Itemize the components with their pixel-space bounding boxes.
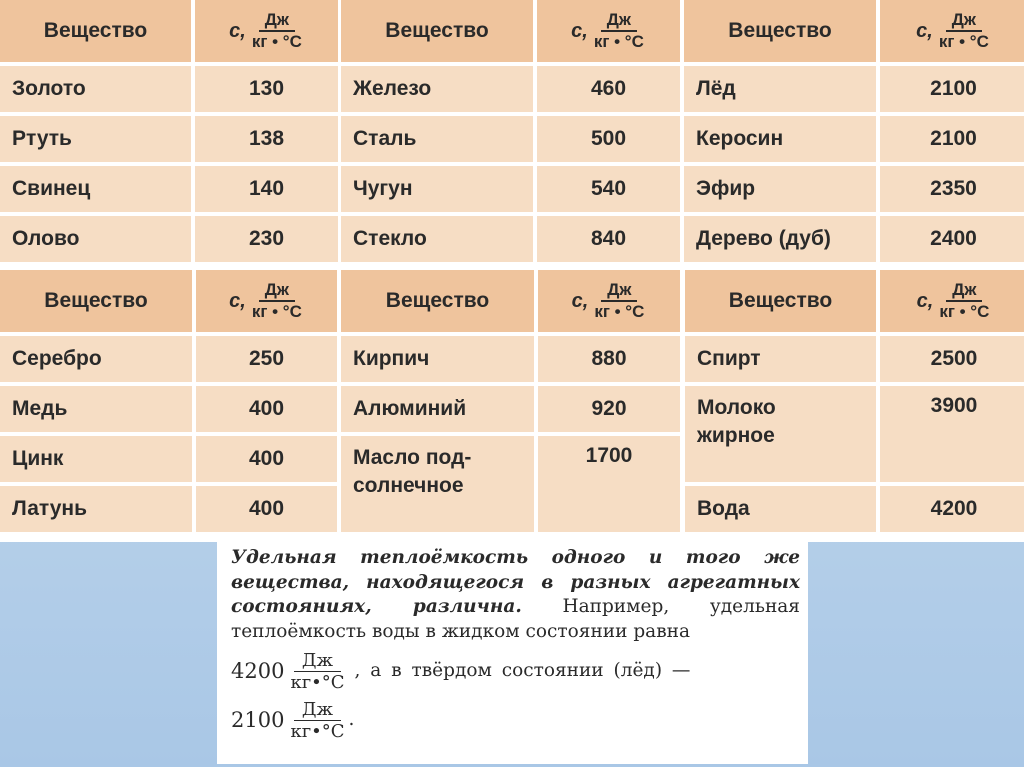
substance-name: Латунь (0, 486, 196, 532)
c-symbol: c, (916, 19, 933, 42)
heat-capacity-header (880, 270, 1024, 332)
substance-name: Масло под- солнечное (341, 436, 538, 532)
heat-capacity-header (196, 270, 337, 332)
substance-name: Лёд (684, 66, 880, 112)
heat-table-1 (0, 0, 338, 266)
table-row (0, 486, 337, 532)
table-row (684, 116, 1024, 162)
table-row (0, 436, 337, 482)
table-row (684, 166, 1024, 212)
unit-fraction (937, 10, 991, 52)
note-end-text: . (348, 709, 355, 731)
table-row (341, 166, 680, 212)
substance-name: Ртуть (0, 116, 195, 162)
heat-capacity-header (880, 0, 1024, 62)
table-header-row (684, 0, 1024, 62)
heat-capacity-value: 840 (537, 216, 680, 262)
heat-capacity-value: 400 (196, 386, 337, 432)
table-header-row (341, 0, 680, 62)
substance-name: Свинец (0, 166, 195, 212)
unit-numerator: Дж (946, 280, 982, 302)
heat-capacity-value: 3900 (880, 386, 1024, 482)
heat-capacity-value: 140 (195, 166, 338, 212)
heat-capacity-value: 2100 (880, 66, 1024, 112)
heat-capacity-value: 2100 (880, 116, 1024, 162)
table-row (0, 216, 338, 262)
table-header-row (0, 270, 337, 332)
heat-capacity-value: 540 (537, 166, 680, 212)
substance-header: Вещество (341, 0, 537, 62)
heat-table-4 (0, 266, 337, 536)
heat-capacity-value: 880 (538, 336, 680, 382)
substance-name: Алюминий (341, 386, 538, 432)
unit-numerator: Дж (259, 10, 295, 32)
substance-name: Золото (0, 66, 195, 112)
unit-fraction (592, 280, 646, 322)
note-italic-text: Удельная теплоёмкость одного и того же вещества, находящегося в разных агрегатных состояниях, различна. (231, 547, 800, 617)
heat-capacity-value: 1700 (538, 436, 680, 532)
table-row (685, 486, 1024, 532)
note-middle-text: , а в твёрдом состоянии (лёд) — (354, 660, 691, 682)
table-header-row (685, 270, 1024, 332)
note-unit-numerator: Дж (294, 650, 341, 672)
table-row (341, 336, 680, 382)
heat-table-5 (341, 266, 680, 536)
note-unit-fraction-2 (290, 699, 344, 742)
unit-denominator: кг • °С (939, 302, 990, 321)
substance-name: Дерево (дуб) (684, 216, 880, 262)
note-unit-numerator: Дж (294, 699, 341, 721)
table-row (685, 386, 1024, 482)
c-symbol: c, (571, 19, 588, 42)
table-row (341, 116, 680, 162)
substance-header: Вещество (684, 0, 880, 62)
c-symbol: c, (229, 19, 246, 42)
substance-name: Чугун (341, 166, 537, 212)
substance-name: Эфир (684, 166, 880, 212)
heat-capacity-header (538, 270, 680, 332)
substance-name: Керосин (684, 116, 880, 162)
table-header-row (341, 270, 680, 332)
substance-name: Серебро (0, 336, 196, 382)
substance-name: Цинк (0, 436, 196, 482)
substance-header: Вещество (0, 270, 196, 332)
heat-capacity-value: 250 (196, 336, 337, 382)
note-text (231, 546, 800, 644)
note-value-1: 4200 (231, 659, 285, 684)
table-row (0, 336, 337, 382)
heat-capacity-value: 130 (195, 66, 338, 112)
heat-capacity-value: 2350 (880, 166, 1024, 212)
table-row (0, 66, 338, 112)
heat-capacity-value: 400 (196, 436, 337, 482)
unit-numerator: Дж (601, 280, 637, 302)
unit-denominator: кг • °С (251, 302, 302, 321)
unit-denominator: кг • °С (594, 302, 645, 321)
table-row (341, 66, 680, 112)
note-line-2100 (231, 699, 800, 742)
table-row (684, 216, 1024, 262)
unit-numerator: Дж (946, 10, 982, 32)
substance-name: Молоко жирное (685, 386, 880, 482)
heat-capacity-value: 2400 (880, 216, 1024, 262)
heat-table-3 (684, 0, 1024, 266)
table-row (341, 386, 680, 432)
unit-fraction (250, 10, 304, 52)
unit-fraction (592, 10, 646, 52)
unit-denominator: кг • °С (251, 32, 302, 51)
c-symbol: c, (571, 289, 589, 312)
substance-header: Вещество (0, 0, 195, 62)
heat-capacity-value: 500 (537, 116, 680, 162)
table-row (0, 386, 337, 432)
unit-fraction (250, 280, 304, 322)
heat-table-2 (341, 0, 680, 266)
heat-capacity-value: 4200 (880, 486, 1024, 532)
table-row (341, 436, 680, 532)
table-row (685, 336, 1024, 382)
unit-denominator: кг • °С (938, 32, 989, 51)
heat-capacity-value: 230 (195, 216, 338, 262)
substance-name: Вода (685, 486, 880, 532)
note-plain-text: Например, удельная теплоёмкость воды в жидком состоянии равна (231, 596, 800, 642)
substance-name: Сталь (341, 116, 537, 162)
c-symbol: c, (229, 289, 246, 312)
substance-header: Вещество (685, 270, 880, 332)
heat-table-6 (685, 266, 1024, 536)
substance-name: Стекло (341, 216, 537, 262)
note-unit-denominator: кг•°С (290, 721, 345, 742)
note-unit-fraction-1 (290, 650, 344, 693)
substance-name: Железо (341, 66, 537, 112)
heat-capacity-value: 460 (537, 66, 680, 112)
heat-capacity-value: 2500 (880, 336, 1024, 382)
table-header-row (0, 0, 338, 62)
unit-numerator: Дж (601, 10, 637, 32)
table-row (684, 66, 1024, 112)
heat-capacity-value: 920 (538, 386, 680, 432)
table-row (341, 216, 680, 262)
heat-capacity-header (195, 0, 338, 62)
note-line-4200 (231, 650, 800, 693)
unit-denominator: кг • °С (593, 32, 644, 51)
substance-name: Медь (0, 386, 196, 432)
c-symbol: c, (916, 289, 934, 312)
substance-name: Кирпич (341, 336, 538, 382)
table-row (0, 116, 338, 162)
heat-capacity-header (537, 0, 680, 62)
substance-name: Олово (0, 216, 195, 262)
substance-name: Спирт (685, 336, 880, 382)
substance-header: Вещество (341, 270, 538, 332)
table-row (0, 166, 338, 212)
heat-capacity-value: 138 (195, 116, 338, 162)
note-paragraph (217, 542, 808, 764)
heat-capacity-value: 400 (196, 486, 337, 532)
unit-fraction (937, 280, 991, 322)
note-value-2: 2100 (231, 708, 285, 733)
unit-numerator: Дж (259, 280, 295, 302)
note-unit-denominator: кг•°С (290, 672, 345, 693)
